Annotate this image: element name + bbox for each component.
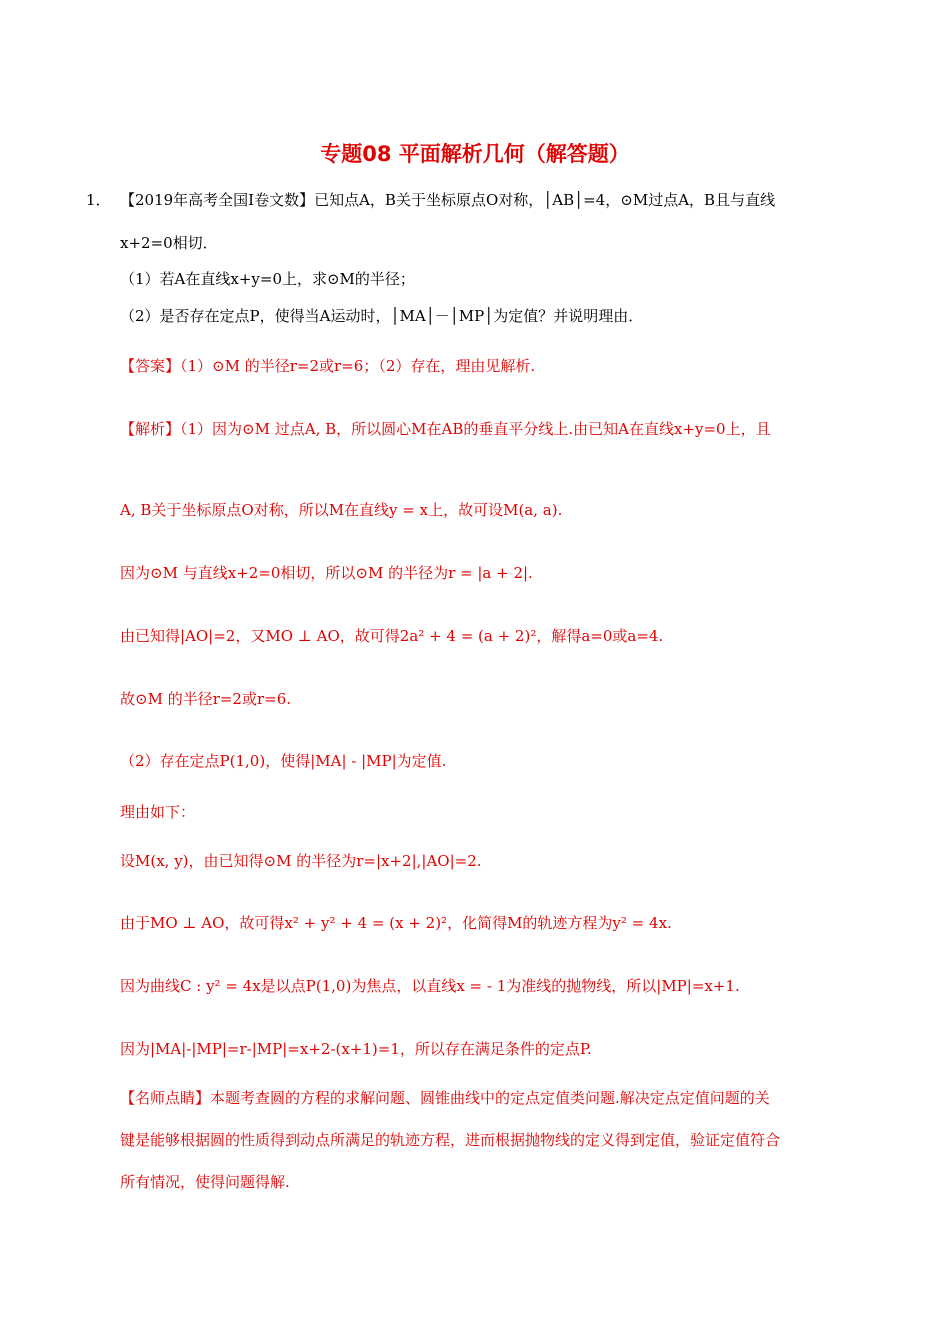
analysis-line-4: 由已知得|AO|=2，又MO ⊥ AO，故可得2a² + 4 = (a + 2)²，解得a=0或a=4.	[120, 627, 664, 645]
analysis-line-2: A, B关于坐标原点O对称，所以M在直线y = x上，故可设M(a, a).	[120, 501, 563, 519]
analysis-line-10: 因为曲线C : y² = 4x是以点P(1,0)为焦点，以直线x = - 1为准线的抛物线，所以|MP|=x+1.	[120, 977, 740, 995]
problem-number: 1．	[86, 191, 111, 209]
analysis-line-11: 因为|MA|-|MP|=r-|MP|=x+2-(x+1)=1，所以存在满足条件的定点P.	[120, 1040, 592, 1058]
problem-part-1: （1）若A在直线x+y=0上，求⊙M的半径；	[120, 270, 415, 288]
comment-text-1: 本题考查圆的方程的求解问题、圆锥曲线中的定点定值类问题.解决定点定值问题的关	[210, 1089, 770, 1107]
comment-line-3: 所有情况，使得问题得解.	[120, 1173, 290, 1191]
page-title: 专题08 平面解析几何（解答题）	[320, 142, 630, 166]
problem-statement-line-1: 【2019年高考全国Ⅰ卷文数】已知点A，B关于坐标原点O对称，│AB│=4，⊙M过点A，B且与直线	[120, 191, 776, 209]
answer-tag: 【答案】	[120, 357, 181, 375]
analysis-line-8: 设M(x, y)，由已知得⊙M 的半径为r=|x+2|,|AO|=2.	[120, 852, 482, 870]
analysis-line-6: （2）存在定点P(1,0)，使得|MA| - |MP|为定值.	[120, 752, 447, 770]
comment-line-1	[120, 1087, 770, 1109]
problem-statement-line-2: x+2=0相切．	[120, 234, 218, 252]
analysis-line-3: 因为⊙M 与直线x+2=0相切，所以⊙M 的半径为r = |a + 2|.	[120, 564, 533, 582]
comment-line-2: 键是能够根据圆的性质得到动点所满足的轨迹方程，进而根据抛物线的定义得到定值，验证定值符合	[120, 1131, 781, 1149]
answer-text: （1）⊙M 的半径r=2或r=6；（2）存在，理由见解析.	[180, 357, 536, 375]
analysis-line-5: 故⊙M 的半径r=2或r=6.	[120, 690, 292, 708]
analysis-line-7: 理由如下：	[120, 803, 196, 821]
problem-part-2: （2）是否存在定点P，使得当A运动时，│MA│－│MP│为定值？并说明理由．	[120, 307, 644, 325]
analysis-text-1: （1）因为⊙M 过点A, B，所以圆心M在AB的垂直平分线上.由已知A在直线x+y=0上，且	[180, 420, 771, 438]
answer-line	[120, 355, 535, 377]
analysis-tag: 【解析】	[120, 420, 181, 438]
analysis-line-9: 由于MO ⊥ AO，故可得x² + y² + 4 = (x + 2)²，化简得M的轨迹方程为y² = 4x.	[120, 914, 672, 932]
comment-tag: 【名师点睛】	[120, 1089, 211, 1107]
analysis-line-1	[120, 418, 771, 440]
